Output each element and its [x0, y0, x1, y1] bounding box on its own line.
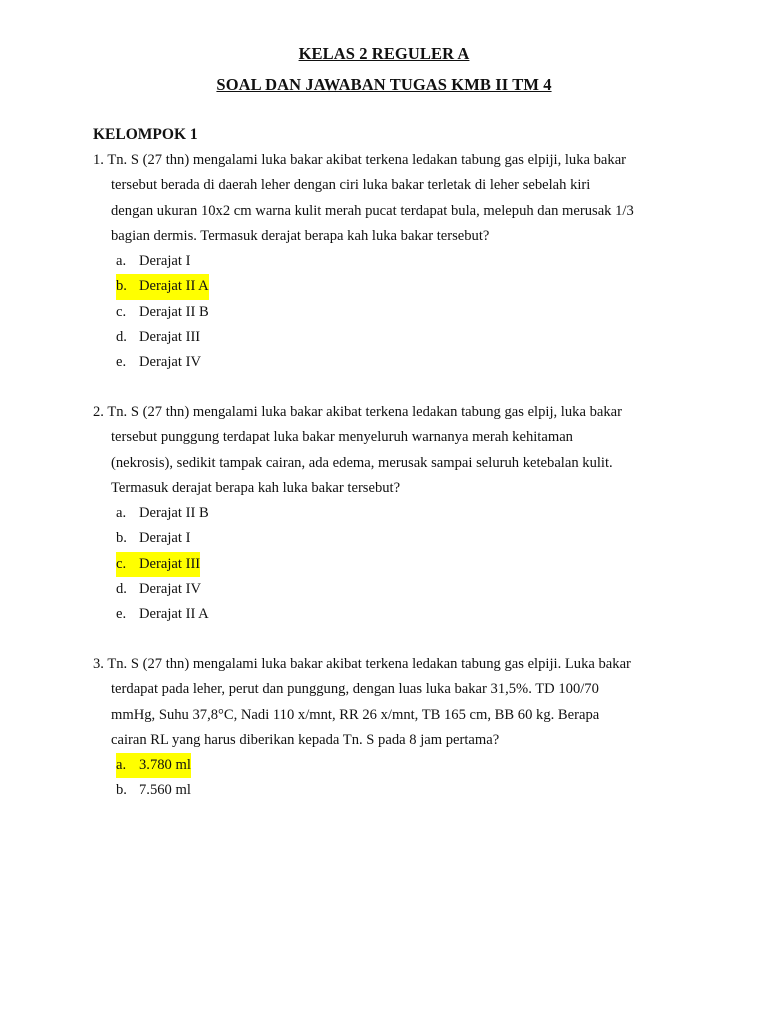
- option-answer-wrap: [116, 602, 209, 627]
- option-text: Derajat IV: [139, 580, 201, 597]
- correct-answer-highlight: [116, 274, 209, 299]
- question-2-option-a: [116, 501, 209, 526]
- option-answer-wrap: [116, 325, 200, 350]
- question-1-option-a: [116, 249, 209, 274]
- option-text: Derajat II B: [139, 505, 209, 521]
- option-answer-wrap: [116, 300, 209, 325]
- option-letter: b.: [116, 530, 127, 547]
- question-1-option-d: [116, 325, 209, 350]
- question-3-option-a: [116, 753, 191, 778]
- option-letter: a.: [116, 505, 127, 521]
- option-text: 7.560 ml: [139, 782, 191, 799]
- question-3-line-3: mmHg, Suhu 37,8°C, Nadi 110 x/mnt, RR 26 x/mnt, TB 165 cm, BB 60 kg. Berapa: [111, 706, 600, 723]
- question-1-line-4: bagian dermis. Termasuk derajat berapa kah luka bakar tersebut?: [111, 227, 490, 244]
- question-3: [93, 652, 683, 753]
- correct-answer-highlight: [116, 552, 200, 577]
- option-letter: a.: [116, 253, 127, 269]
- option-text: Derajat I: [139, 530, 191, 547]
- option-text: Derajat II A: [139, 606, 209, 623]
- question-2-options: [116, 501, 209, 627]
- question-2-option-d: [116, 577, 209, 602]
- question-3-option-b: [116, 778, 191, 803]
- question-1-line-2: tersebut berada di daerah leher dengan ciri luka bakar terletak di leher sebelah kiri: [111, 177, 591, 194]
- option-answer-wrap: [116, 577, 201, 602]
- question-1-option-b: [116, 274, 209, 299]
- question-3-line-4: cairan RL yang harus diberikan kepada Tn. S pada 8 jam pertama?: [111, 731, 500, 748]
- option-text: Derajat II B: [139, 303, 209, 320]
- question-1-options: [116, 249, 209, 375]
- question-2-line-4: Termasuk derajat berapa kah luka bakar tersebut?: [111, 479, 401, 496]
- option-letter: e.: [116, 606, 127, 623]
- question-3-options: [116, 753, 191, 804]
- correct-answer-highlight: [116, 753, 191, 778]
- option-letter: a.: [116, 757, 127, 773]
- question-2: [93, 400, 683, 501]
- option-text: Derajat II A: [139, 278, 209, 295]
- option-text: Derajat IV: [139, 354, 201, 371]
- option-letter: b.: [116, 278, 127, 295]
- option-answer-wrap: [116, 350, 201, 375]
- question-3-line-2: terdapat pada leher, perut dan punggung, dengan luas luka bakar 31,5%. TD 100/70: [111, 681, 599, 698]
- question-3-line-1: 3. Tn. S (27 thn) mengalami luka bakar akibat terkena ledakan tabung gas elpiji. Luka bakar: [93, 656, 631, 672]
- option-text: Derajat I: [139, 253, 191, 269]
- option-letter: d.: [116, 328, 127, 345]
- option-letter: c.: [116, 303, 127, 320]
- option-answer-wrap: [116, 501, 209, 526]
- question-2-line-2: tersebut punggung terdapat luka bakar menyeluruh warnanya merah kehitaman: [111, 429, 573, 446]
- option-answer-wrap: [116, 249, 190, 274]
- question-2-option-b: [116, 526, 209, 551]
- option-letter: d.: [116, 580, 127, 597]
- question-2-option-c: [116, 552, 209, 577]
- option-answer-wrap: [116, 526, 190, 551]
- question-2-line-3: (nekrosis), sedikit tampak cairan, ada edema, merusak sampai seluruh ketebalan kulit.: [111, 454, 613, 471]
- question-2-option-e: [116, 602, 209, 627]
- option-text: Derajat III: [139, 328, 201, 345]
- option-text: 3.780 ml: [139, 757, 191, 773]
- question-2-line-1: 2. Tn. S (27 thn) mengalami luka bakar akibat terkena ledakan tabung gas elpij, luka bakar: [93, 404, 622, 420]
- option-letter: c.: [116, 555, 127, 572]
- document-title: KELAS 2 REGULER A: [298, 44, 470, 63]
- option-letter: e.: [116, 354, 127, 371]
- option-letter: b.: [116, 782, 127, 799]
- question-1-option-e: [116, 350, 209, 375]
- question-1-line-3: dengan ukuran 10x2 cm warna kulit merah pucat terdapat bula, melepuh dan merusak 1/3: [111, 202, 634, 219]
- group-title: KELOMPOK 1: [93, 126, 198, 143]
- question-1-line-1: 1. Tn. S (27 thn) mengalami luka bakar akibat terkena ledakan tabung gas elpiji, luka bakar: [93, 152, 627, 168]
- option-text: Derajat III: [139, 555, 201, 572]
- question-1-option-c: [116, 300, 209, 325]
- question-1: [93, 148, 683, 249]
- option-answer-wrap: [116, 778, 191, 803]
- document-subtitle: SOAL DAN JAWABAN TUGAS KMB II TM 4: [216, 75, 552, 94]
